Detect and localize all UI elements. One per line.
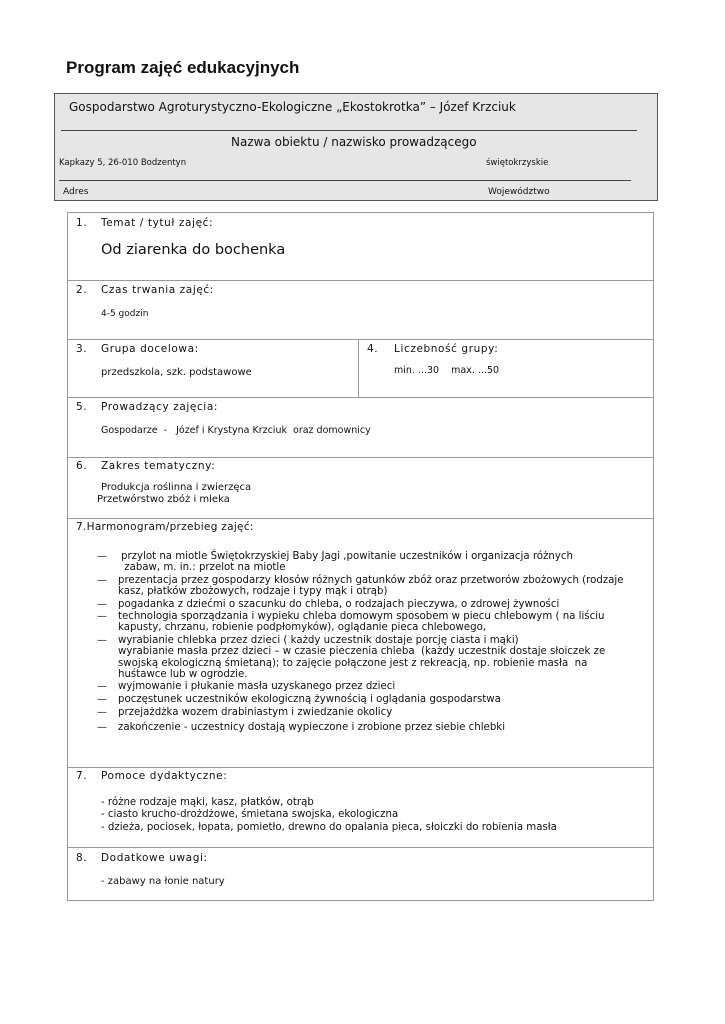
bullet-dash: — [97,707,107,718]
bullet-dash: — [97,611,107,622]
section-aids [68,767,653,848]
group-size-label: Liczebność grupy: [394,343,499,355]
header-box [54,93,658,201]
bullet-dash: — [97,575,107,586]
leaders-value: Gospodarze - Józef i Krystyna Krzciuk oraz domownicy [101,425,371,436]
name-caption: Nazwa obiektu / nazwisko prowadzącego [231,135,477,149]
form-table [67,212,654,901]
target-group-label: Grupa docelowa: [101,343,199,355]
address-caption: Adres [63,187,89,197]
aids-line: - różne rodzaje mąki, kasz, płatków, otrąb [101,797,314,808]
section-scope [68,457,653,519]
section-duration [68,280,653,340]
schedule-item: przylot na miotle Świętokrzyskiej Baby Jagi ,powitanie uczestników i organizacja różnych zabaw, m. in.: przelot na miotle [121,551,573,574]
section-number: 1. [76,217,88,229]
duration-value: 4-5 godzin [101,309,149,319]
duration-label: Czas trwania zajęć: [101,284,214,296]
bullet-dash: — [97,722,107,733]
section-number: 4. [367,343,379,355]
section-group [68,339,653,398]
leaders-label: Prowadzący zajęcia: [101,401,218,413]
aids-label: Pomoce dydaktyczne: [101,770,228,782]
notes-label: Dodatkowe uwagi: [101,852,208,864]
schedule-item: poczęstunek uczestników ekologiczną żywnością i oglądania gospodarstwa [118,694,501,705]
section-number: 3. [76,343,88,355]
schedule-item: prezentacja przez gospodarzy kłosów różnych gatunków zbóż oraz przetworów zbożowych (rodzaje kasz, płatków zbożowych, rodzaje i typy mąk i otrąb) [118,575,624,598]
schedule-item: przejażdżka wozem drabiniastym i zwiedzanie okolicy [118,707,393,718]
bullet-dash: — [97,599,107,610]
schedule-item: zakończenie - uczestnicy dostają wypieczone i zrobione przez siebie chlebki [118,722,506,733]
scope-line: Przetwórstwo zbóż i mleka [97,494,230,505]
province: świętokrzyskie [486,158,549,168]
divider [61,130,637,131]
group-size-value: min. ...30 max. ...50 [394,365,500,376]
bullet-dash: — [97,681,107,692]
divider [59,180,631,181]
schedule-item: wyjmowanie i płukanie masła uzyskanego przez dzieci [118,681,396,692]
aids-line: - ciasto krucho-drożdżowe, śmietana swojska, ekologiczna [101,809,399,820]
bullet-dash: — [97,635,107,646]
bullet-dash: — [97,694,107,705]
section-leaders [68,397,653,458]
schedule-item: pogadanka z dziećmi o szacunku do chleba, o rodzajach pieczywa, o zdrowej żywności [118,599,560,610]
section-topic [68,213,653,280]
section-number: 2. [76,284,88,296]
section-number: 7. [76,770,88,782]
notes-value: - zabawy na łonie natury [101,876,225,887]
schedule-item: technologia sporządzania i wypieku chleba domowym sposobem w piecu chlebowym ( na liściu kapusty, chrzanu, robienie podpłomyków), oglądanie pieca chlebowego, [118,611,605,634]
section-schedule [68,518,653,768]
schedule-item: wyrabianie chlebka przez dzieci ( każdy uczestnik dostaje porcję ciasta i mąki) wyrabianie masła przez dzieci – w czasie pieczenia chleba (każdy uczestnik dostaje słoiczek ze swojską ekologiczną śmietaną); to zajęcie połączone jest z rekreacją, np. robienie masła na huśtawce lub w ogrodzie. [118,635,606,680]
document-title: Program zajęć edukacyjnych [66,58,300,77]
farm-name: Gospodarstwo Agroturystyczno-Ekologiczne „Ekostokrotka” – Józef Krzciuk [69,100,516,114]
topic-label: Temat / tytuł zajęć: [101,217,214,229]
section-notes [68,847,653,901]
section-number: 5. [76,401,88,413]
schedule-label: 7.Harmonogram/przebieg zajęć: [76,521,254,533]
scope-line: Produkcja roślinna i zwierzęca [101,482,252,493]
target-group-value: przedszkola, szk. podstawowe [101,367,252,378]
address: Kapkazy 5, 26-010 Bodzentyn [59,158,187,168]
province-caption: Województwo [488,187,550,197]
aids-line: - dzieża, pociosek, łopata, pomietło, drewno do opalania pieca, słoiczki do robienia masła [101,822,557,833]
bullet-dash: — [97,551,107,562]
column-divider [358,340,359,398]
section-number: 8. [76,852,88,864]
scope-label: Zakres tematyczny: [101,460,216,472]
topic-value: Od ziarenka do bochenka [101,242,286,258]
section-number: 6. [76,460,88,472]
